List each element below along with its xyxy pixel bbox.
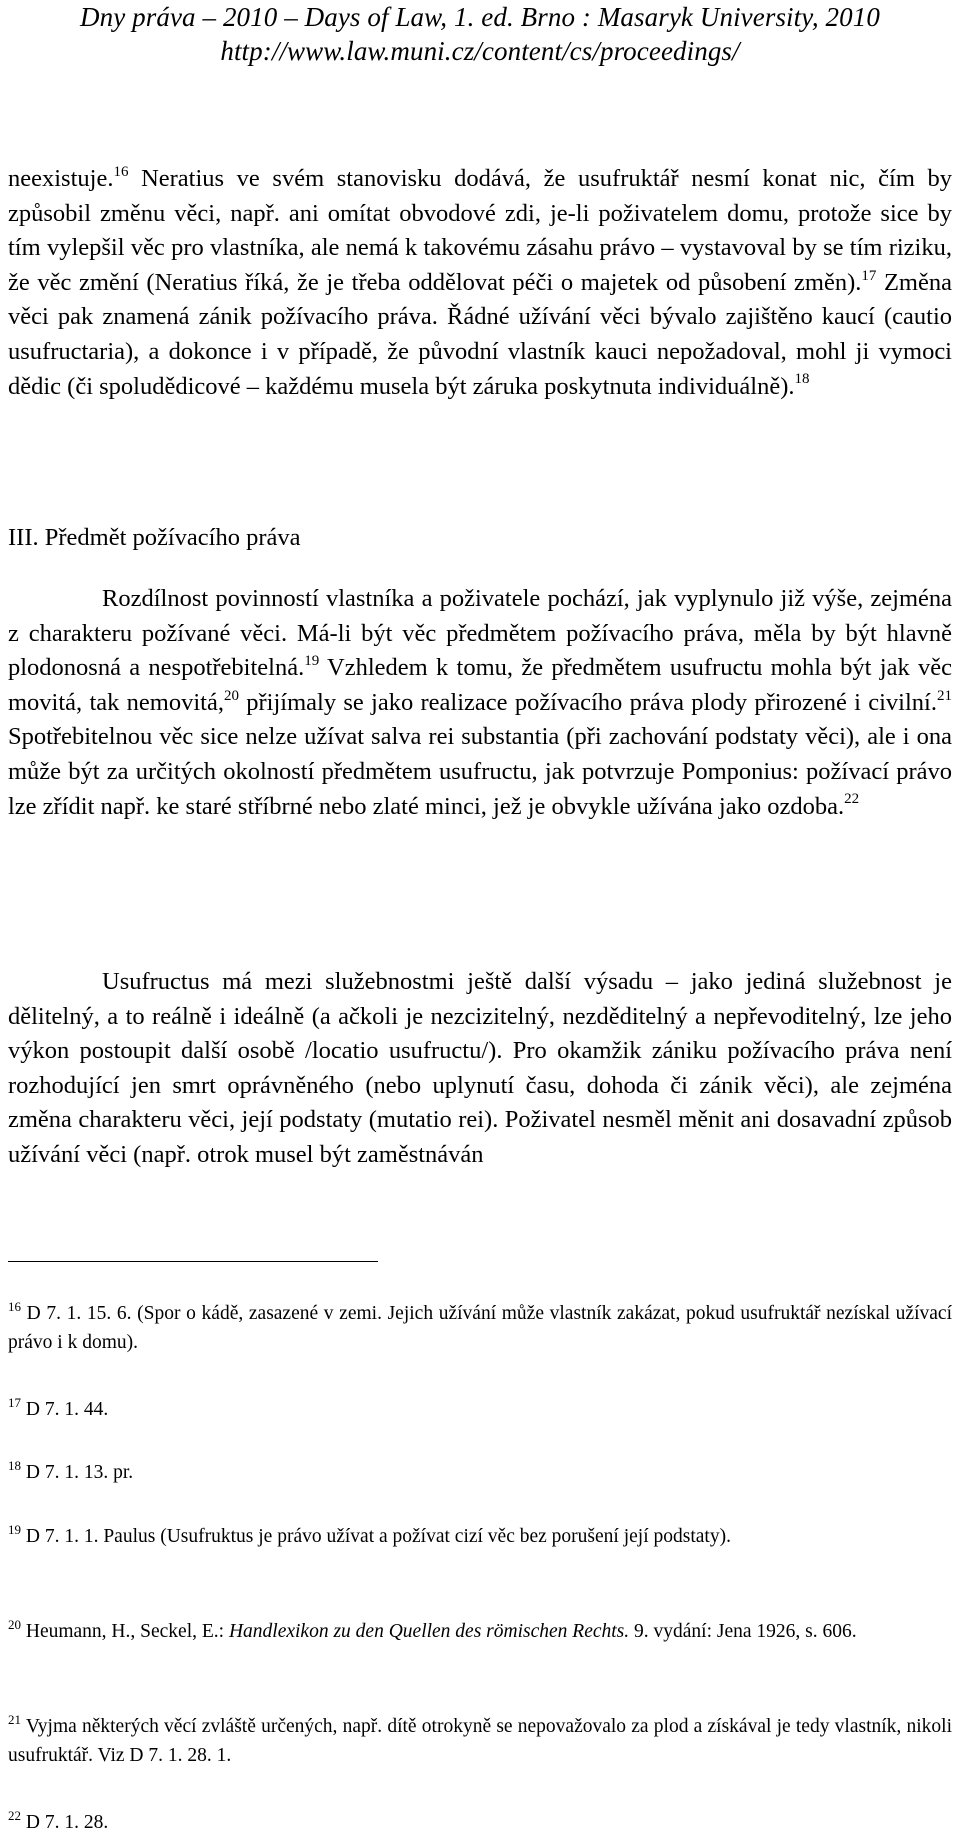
footnote-ref-19[interactable]: 19 — [304, 653, 320, 670]
text-run: Změna věci pak znamená zánik požívacího práva. Řádné užívání věci bývalo zajištěno kaucí (cautio usufructaria), a dokonce i v případě, že původní vlastník kauci nepožadoval, mohl ji vymoci dědic (či spoludědicové – každému musela být záruka poskytnuta individuálně). — [8, 268, 952, 400]
text-run: Neratius ve svém stanovisku dodává, že usufruktář nesmí konat nic, čím by způsobil změnu věci, např. ani omítat obvodové zdi, je-li poživatelem domu, protože sice by tím vylepšil věc pro vlastníka, ale nemá k takovému zásahu právo – vystavoval by se tím riziku, že věc změní (Neratius říká, že je třeba oddělovat péči o majetek od působení změn). — [8, 165, 952, 296]
footnote-ref-22[interactable]: 22 — [844, 791, 860, 808]
text-run: přijímaly se jako realizace požívacího práva plody přirozené i civilní. — [238, 688, 937, 716]
footnote-text: D 7. 1. 1. Paulus (Usufruktus je právo užívat a požívat cizí věc bez porušení její podstaty). — [21, 1526, 731, 1547]
footnote-number: 16 — [8, 1298, 21, 1314]
page-header — [0, 0, 960, 68]
text-run: Vzhledem k tomu, že předmětem usufructu mohla být jak věc movitá, tak nemovitá, — [8, 654, 952, 716]
text-run: Rozdílnost povinností vlastníka a poživatele pochází, jak vyplynulo již výše, zejména z charakteru požívané věci. Má-li být věc předmětem požívacího práva, měla by být hlavně plodonosná a nespotřebitelná. — [8, 585, 952, 682]
footnote-number: 21 — [8, 1711, 21, 1727]
footnote-text: D 7. 1. 44. — [21, 1399, 109, 1420]
text-run: Spotřebitelnou věc sice nelze užívat salva rei substantia (při zachování podstaty věci), ale i ona může být za určitých okolností předmětem usufructu, jak potvrzuje Pomponius: požívací právo lze zřídit např. ke staré stříbrné nebo zlaté minci, jež je obvykle užívána jako ozdoba. — [8, 723, 952, 820]
paragraph-1 — [8, 162, 952, 404]
footnote-text: D 7. 1. 13. pr. — [21, 1462, 134, 1483]
footnote-ref-17[interactable]: 17 — [861, 267, 877, 284]
footnote-17 — [8, 1395, 952, 1424]
footnote-ref-20[interactable]: 20 — [223, 687, 239, 704]
footnote-19 — [8, 1522, 952, 1551]
section-heading: III. Předmět požívacího práva — [8, 524, 301, 551]
header-citation: Dny práva – 2010 – Days of Law, 1. ed. Brno : Masaryk University, 2010 — [80, 2, 880, 32]
header-url: http://www.law.muni.cz/content/cs/proceedings/ — [220, 36, 740, 66]
footnote-ref-16[interactable]: 16 — [113, 163, 129, 180]
footnote-21 — [8, 1712, 952, 1770]
paragraph-2 — [8, 582, 952, 824]
footnote-22 — [8, 1808, 952, 1837]
footnote-20 — [8, 1617, 952, 1646]
footnote-text: 9. vydání: Jena 1926, s. 606. — [629, 1621, 857, 1642]
footnote-text: D 7. 1. 28. — [21, 1812, 109, 1833]
footnote-ref-18[interactable]: 18 — [794, 371, 810, 388]
footnote-number: 22 — [8, 1807, 21, 1823]
footnote-number: 18 — [8, 1457, 21, 1473]
footnote-text: D 7. 1. 15. 6. (Spor o kádě, zasazené v zemi. Jejich užívání může vlastník zakázat, pokud usufruktář nezískal užívací právo i k domu). — [8, 1303, 952, 1353]
footnote-number: 17 — [8, 1394, 21, 1410]
footnote-separator — [8, 1261, 378, 1262]
text-run: neexistuje. — [8, 165, 114, 192]
footnote-book-title: Handlexikon zu den Quellen des römischen Rechts. — [228, 1621, 630, 1642]
footnote-16 — [8, 1299, 952, 1357]
footnote-number: 19 — [8, 1521, 21, 1537]
footnote-ref-21[interactable]: 21 — [936, 687, 952, 704]
footnote-text: Vyjma některých věcí zvláště určených, např. dítě otrokyně se nepovažovalo za plod a získával je tedy vlastník, nikoli usufruktář. Viz D 7. 1. 28. 1. — [8, 1716, 952, 1766]
footnote-number: 20 — [8, 1616, 21, 1632]
footnote-18 — [8, 1458, 952, 1487]
paragraph-3 — [8, 965, 952, 1173]
text-run: Usufructus má mezi služebnostmi ještě další výsadu – jako jediná služebnost je dělitelný, a to reálně i ideálně (a ačkoli je nezcizitelný, nezděditelný a nepřevoditelný, lze jeho výkon postoupit další osobě /locatio usufructu/). Pro okamžik zániku požívacího práva není rozhodující jen smrt oprávněného (nebo uplynutí času, dohoda či zánik věci), ale zejména změna charakteru věci, její podstaty (mutatio rei). Poživatel nesměl měnit ani dosavadní způsob užívání věci (např. otrok musel být zaměstnáván — [8, 968, 952, 1168]
footnote-text: Heumann, H., Seckel, E.: — [21, 1621, 229, 1642]
